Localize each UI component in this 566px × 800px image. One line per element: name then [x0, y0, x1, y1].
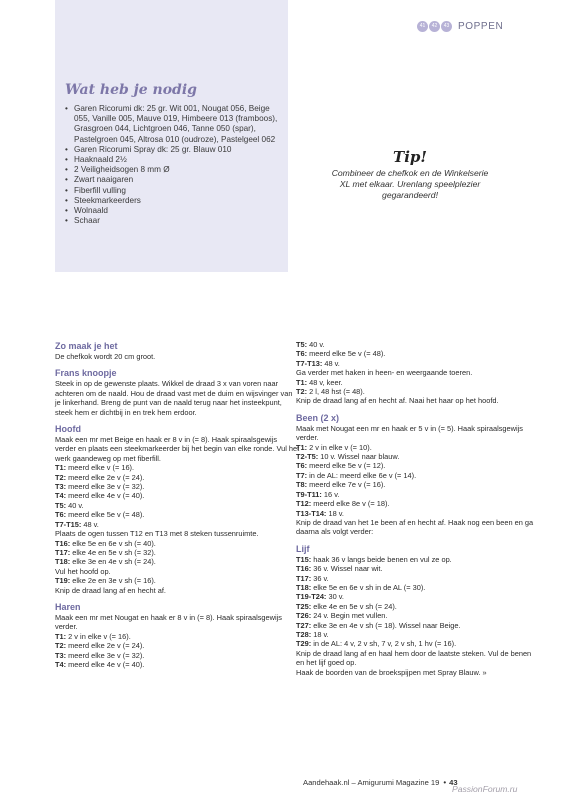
round-instruction: elke 3e en 4e v sh (= 24). — [70, 557, 156, 567]
round-instruction: meerd elke 3e v (= 32). — [66, 482, 145, 492]
round-instruction: 18 v. — [326, 508, 344, 518]
section-heading: Zo maak je het — [55, 341, 118, 351]
round-instruction: 2 v in elke v (= 10). — [307, 442, 372, 452]
round-instruction: meerd elke 5e v (= 48). — [307, 349, 386, 359]
round-instruction: haak 36 v langs beide benen en vul ze op. — [311, 554, 452, 564]
round-instruction: elke 2e en 3e v sh (= 16). — [70, 576, 156, 586]
round-label: T5: — [55, 500, 67, 510]
list-item: • Zwart naaigaren — [65, 175, 278, 185]
round-instruction: 10 v. Wissel naar blauw. — [318, 452, 400, 462]
round-row — [296, 499, 541, 508]
round-row — [55, 520, 300, 529]
round-instruction: 40 v. — [307, 340, 325, 349]
round-instruction: 2 l, 48 hst (= 48). — [307, 387, 365, 397]
round-instruction: meerd elke 4e v (= 40). — [66, 659, 145, 669]
round-label: T1: — [55, 463, 67, 473]
round-label: T17: — [296, 573, 312, 583]
round-row — [296, 592, 541, 601]
instruction-text: Knip de draad van het 1e been af en hecht af. Haak nog een been en ga daarna als volgt verder: — [296, 517, 534, 537]
instruction-text: De chefkok wordt 20 cm groot. — [55, 352, 156, 361]
tip-text: Combineer de chefkok en de Winkelserie XL met elkaar. Urenlang speelplezier gegarandeerd! — [331, 168, 489, 201]
tip-title: Tip! — [393, 148, 427, 166]
round-row — [55, 473, 300, 482]
round-label: T2-T5: — [296, 452, 319, 462]
instruction-text: Maak met Nougat een mr en haak er 5 v in (= 5). Haak spiraalsgewijs verder. — [296, 423, 523, 443]
list-item: • Garen Ricorumi Spray dk: 25 gr. Blauw 010 — [65, 145, 278, 155]
section-heading: Lijf — [296, 543, 310, 554]
footer-bullet: • — [443, 778, 447, 787]
round-label: T7-T15: — [55, 519, 82, 529]
round-row — [55, 641, 300, 650]
footer-text: Aandehaak.nl – Amigurumi Magazine 19 — [303, 778, 440, 787]
page-number: 43 — [449, 778, 458, 787]
round-label: T4: — [55, 659, 67, 669]
round-instruction: meerd elke 8e v (= 18). — [311, 499, 390, 509]
round-instruction: 36 v. — [311, 573, 329, 583]
round-instruction: meerd elke 2e v (= 24). — [66, 641, 145, 651]
round-row — [296, 509, 541, 518]
round-instruction: 48 v, keer. — [307, 377, 343, 387]
round-instruction: 18 v. — [311, 629, 329, 639]
round-instruction: meerd elke 2e v (= 24). — [66, 472, 145, 482]
section-heading: Hoofd — [55, 424, 81, 435]
round-instruction: in de AL: 4 v, 2 v sh, 7 v, 2 v sh, 1 hv (= 16). — [311, 639, 457, 649]
round-row — [55, 576, 300, 585]
round-row — [296, 639, 541, 648]
round-row — [55, 660, 300, 669]
instructions-column-left — [55, 340, 300, 669]
materials-list — [65, 104, 278, 226]
round-label: T6: — [296, 461, 308, 471]
page-dot: 41 — [417, 21, 428, 32]
round-label: T18: — [296, 582, 312, 592]
round-instruction: 24 v. Begin met vullen. — [311, 611, 388, 621]
section-heading: Been (2 x) — [296, 412, 340, 423]
instruction-text: Vul het hoofd op. — [55, 566, 111, 576]
round-label: T27: — [296, 620, 312, 630]
round-label: T26: — [296, 611, 312, 621]
round-instruction: meerd elke 4e v (= 40). — [66, 491, 145, 501]
round-row — [296, 583, 541, 592]
page-dot: 43 — [441, 21, 452, 32]
round-row — [55, 501, 300, 510]
round-row — [55, 548, 300, 557]
round-instruction: 48 v. — [322, 358, 340, 368]
round-label: T7-T13: — [296, 358, 323, 368]
round-label: T29: — [296, 639, 312, 649]
round-row — [55, 539, 300, 548]
round-instruction: 36 v. Wissel naar wit. — [311, 564, 383, 574]
round-label: T13-T14: — [296, 508, 327, 518]
page-header — [417, 18, 566, 34]
round-instruction: 48 v. — [81, 519, 99, 529]
round-instruction: elke 5e en 6e v sh in de AL (= 30). — [311, 582, 426, 592]
round-row — [296, 602, 541, 611]
round-row — [296, 490, 541, 499]
instruction-text: Maak een mr met Nougat en haak er 8 v in (= 8). Haak spiraalsgewijs verder. — [55, 612, 282, 632]
round-row — [296, 378, 541, 387]
round-label: T9-T11: — [296, 489, 322, 499]
round-label: T16: — [296, 564, 312, 574]
round-label: T2: — [55, 472, 67, 482]
round-label: T1: — [55, 631, 67, 641]
round-label: T8: — [296, 480, 308, 490]
instructions-column-right — [296, 340, 541, 677]
round-row — [296, 480, 541, 489]
round-instruction: 40 v. — [66, 500, 84, 510]
round-row — [55, 557, 300, 566]
round-row — [296, 387, 541, 396]
round-row — [296, 349, 541, 358]
round-instruction: meerd elke 7e v (= 16). — [307, 480, 386, 490]
round-row — [296, 340, 541, 349]
instruction-text: Haak de boorden van de broekspijpen met Spray Blauw. » — [296, 667, 487, 677]
round-instruction: elke 4e en 5e v sh (= 32). — [70, 547, 156, 557]
round-row — [296, 452, 541, 461]
round-label: T7: — [296, 470, 308, 480]
round-row — [296, 630, 541, 639]
round-label: T16: — [55, 538, 71, 548]
round-instruction: in de AL: meerd elke 6e v (= 14). — [307, 470, 417, 480]
instruction-text: Maak een mr met Beige en haak er 8 v in (= 8). Haak spiraalsgewijs verder en plaats een steekmarkeerder bij het begin van elke ronde. Vul het werk gaandeweg op met fiberfill. — [55, 435, 300, 463]
list-item: • Wolnaald — [65, 206, 278, 216]
round-label: T17: — [55, 547, 71, 557]
round-label: T3: — [55, 482, 67, 492]
list-item: • 2 Veiligheidsogen 8 mm Ø — [65, 165, 278, 175]
page-dot: 42 — [429, 21, 440, 32]
round-row — [296, 443, 541, 452]
round-label: T1: — [296, 442, 308, 452]
round-label: T1: — [296, 377, 308, 387]
list-item: • Garen Ricorumi dk: 25 gr. Wit 001, Nougat 056, Beige 055, Vanille 005, Mauve 019, Himbeere 013 (framboos), Grasgroen 044, Lichtgroen 046, Tanne 050 (spar), Pastelgroen 045, Altrosa 010 (oudroze), Pastelgeel 062 — [65, 104, 278, 145]
round-label: T3: — [55, 650, 67, 660]
round-label: T25: — [296, 601, 312, 611]
round-row — [55, 482, 300, 491]
round-instruction: 2 v in elke v (= 16). — [66, 631, 131, 641]
instruction-text: Knip de draad lang af en hecht af. — [55, 585, 166, 595]
materials-title: Wat heb je nodig — [65, 82, 197, 98]
round-label: T15: — [296, 554, 312, 564]
list-item: • Fiberfill vulling — [65, 186, 278, 196]
round-label: T4: — [55, 491, 67, 501]
round-label: T18: — [55, 557, 71, 567]
instruction-text: Plaats de ogen tussen T12 en T13 met 8 steken tussenruimte. — [55, 529, 259, 539]
list-item: • Schaar — [65, 216, 278, 226]
round-label: T6: — [296, 349, 308, 359]
round-instruction: 16 v. — [321, 489, 340, 499]
round-label: T2: — [55, 641, 67, 651]
round-label: T6: — [55, 510, 67, 520]
instruction-text: Knip de draad lang af en hecht af. Naai het haar op het hoofd. — [296, 396, 499, 406]
round-instruction: 30 v. — [326, 592, 344, 602]
round-row — [296, 359, 541, 368]
round-label: T19: — [55, 576, 71, 586]
round-instruction: elke 3e en 4e v sh (= 18). Wissel naar Beige. — [311, 620, 461, 630]
round-instruction: meerd elke 5e v (= 12). — [307, 461, 386, 471]
instruction-text: Knip de draad lang af en haal hem door de laatste steken. Vul de benen en het lijf goed op. — [296, 648, 532, 668]
round-label: T19-T24: — [296, 592, 327, 602]
round-instruction: meerd elke 5e v (= 48). — [66, 510, 145, 520]
round-label: T5: — [296, 340, 308, 349]
round-row — [55, 463, 300, 472]
watermark: PassionForum.ru — [452, 784, 518, 794]
section-heading: Haren — [55, 601, 81, 612]
round-row — [296, 611, 541, 620]
round-instruction: elke 5e en 6e v sh (= 40). — [70, 538, 156, 548]
round-label: T28: — [296, 629, 312, 639]
round-row — [55, 510, 300, 519]
round-row — [55, 651, 300, 660]
section-heading: Frans knoopje — [55, 368, 117, 379]
page-indicator-dots — [417, 21, 452, 32]
round-row — [296, 574, 541, 583]
round-row — [55, 491, 300, 500]
tip-box — [330, 148, 490, 202]
round-instruction: meerd elke 3e v (= 32). — [66, 650, 145, 660]
list-item: • Steekmarkeerders — [65, 196, 278, 206]
section-title: POPPEN — [458, 20, 504, 32]
round-instruction: elke 4e en 5e v sh (= 24). — [311, 601, 397, 611]
round-row — [296, 555, 541, 564]
round-label: T12: — [296, 499, 312, 509]
instruction-text: Ga verder met haken in heen- en weergaande toeren. — [296, 368, 473, 378]
round-instruction: meerd elke v (= 16). — [66, 463, 135, 473]
materials-panel — [55, 0, 288, 272]
round-row — [55, 632, 300, 641]
round-row — [296, 471, 541, 480]
round-row — [296, 461, 541, 470]
round-row — [296, 621, 541, 630]
list-item: • Haaknaald 2½ — [65, 155, 278, 165]
round-label: T2: — [296, 387, 308, 397]
round-row — [296, 564, 541, 573]
instruction-text: Steek in op de gewenste plaats. Wikkel de draad 3 x van voren naar achteren om de naald. Hou de draad vast met de duim en wijsvinger van je linkerhand. Breng de punt van de naald terug naar het insteekpunt, steek hem er dichtbij in en trek hem erdoor. — [55, 379, 293, 417]
